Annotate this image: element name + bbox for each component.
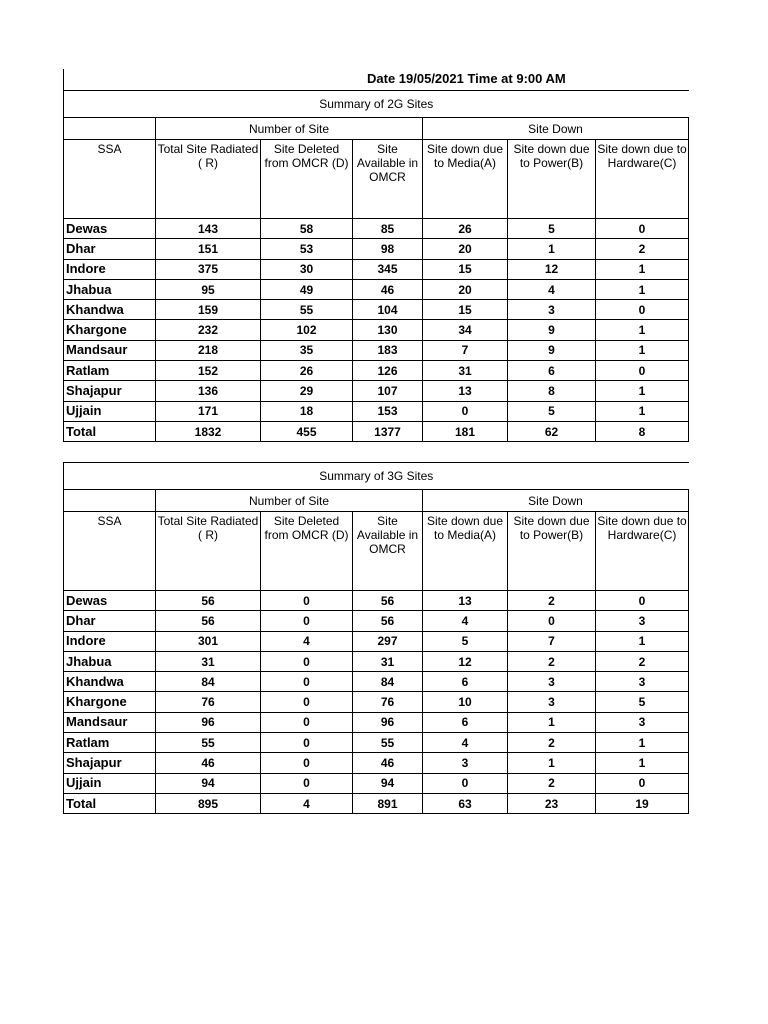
total-site-cell: 76 [156, 692, 261, 712]
report-date-time: Date 19/05/2021 Time at 9:00 AM [367, 71, 566, 86]
ssa-cell: Khandwa [64, 672, 156, 692]
down-power-cell: 3 [508, 300, 596, 320]
down-power-cell: 8 [508, 381, 596, 401]
site-deleted-cell: 55 [261, 300, 353, 320]
down-power-cell: 2 [508, 591, 596, 611]
site-deleted-cell: 0 [261, 651, 353, 671]
total-site-cell: 218 [156, 340, 261, 360]
table-row [64, 753, 689, 773]
site-deleted-cell: 35 [261, 340, 353, 360]
down-power-cell: 5 [508, 401, 596, 421]
number-of-site-header: Number of Site [156, 490, 423, 512]
site-available-cell: 891 [353, 793, 423, 813]
down-media-cell: 31 [423, 361, 508, 381]
down-hardware-cell: 1 [596, 753, 689, 773]
down-power-cell: 7 [508, 631, 596, 651]
down-power-cell: 1 [508, 753, 596, 773]
down-power-column-header: Site down due to Power(B) [508, 512, 596, 591]
ssa-cell: Khargone [64, 692, 156, 712]
down-media-cell: 5 [423, 631, 508, 651]
down-media-cell: 15 [423, 259, 508, 279]
site-deleted-cell: 0 [261, 672, 353, 692]
total-site-cell: 171 [156, 401, 261, 421]
table-row [64, 340, 689, 360]
site-deleted-column-header: Site Deleted from OMCR (D) [261, 140, 353, 219]
total-site-cell: 55 [156, 733, 261, 753]
total-site-cell: 56 [156, 591, 261, 611]
total-site-cell: 136 [156, 381, 261, 401]
table-row [64, 631, 689, 651]
summary-2g-title: Summary of 2G Sites [64, 91, 689, 118]
left-border-line [63, 69, 64, 91]
down-hardware-cell: 1 [596, 340, 689, 360]
total-site-cell: 375 [156, 259, 261, 279]
down-power-cell: 9 [508, 340, 596, 360]
site-available-cell: 98 [353, 239, 423, 259]
ssa-cell: Total [64, 421, 156, 441]
ssa-cell: Indore [64, 631, 156, 651]
site-available-cell: 153 [353, 401, 423, 421]
ssa-cell: Ratlam [64, 733, 156, 753]
table-row [64, 381, 689, 401]
site-available-cell: 84 [353, 672, 423, 692]
down-hardware-cell: 1 [596, 631, 689, 651]
down-hardware-cell: 3 [596, 712, 689, 732]
down-power-cell: 0 [508, 611, 596, 631]
number-of-site-header: Number of Site [156, 118, 423, 140]
table-row [64, 692, 689, 712]
ssa-cell: Ujjain [64, 401, 156, 421]
table-row [64, 300, 689, 320]
site-available-cell: 76 [353, 692, 423, 712]
site-deleted-cell: 18 [261, 401, 353, 421]
down-media-cell: 6 [423, 712, 508, 732]
site-deleted-cell: 4 [261, 631, 353, 651]
site-available-cell: 94 [353, 773, 423, 793]
down-media-cell: 0 [423, 401, 508, 421]
total-site-cell: 301 [156, 631, 261, 651]
down-power-cell: 23 [508, 793, 596, 813]
total-site-cell: 31 [156, 651, 261, 671]
ssa-cell: Khandwa [64, 300, 156, 320]
down-hardware-column-header: Site down due to Hardware(C) [596, 140, 689, 219]
site-available-cell: 107 [353, 381, 423, 401]
down-hardware-cell: 0 [596, 219, 689, 239]
site-deleted-cell: 102 [261, 320, 353, 340]
table-row [64, 219, 689, 239]
down-hardware-cell: 5 [596, 692, 689, 712]
ssa-cell: Ratlam [64, 361, 156, 381]
site-deleted-cell: 0 [261, 712, 353, 732]
ssa-cell: Khargone [64, 320, 156, 340]
table-row [64, 591, 689, 611]
site-deleted-cell: 0 [261, 773, 353, 793]
ssa-cell: Mandsaur [64, 340, 156, 360]
table-row [64, 361, 689, 381]
ssa-cell: Shajapur [64, 753, 156, 773]
down-power-cell: 2 [508, 733, 596, 753]
table-row [64, 239, 689, 259]
site-deleted-cell: 455 [261, 421, 353, 441]
down-hardware-cell: 1 [596, 320, 689, 340]
total-site-cell: 96 [156, 712, 261, 732]
down-media-cell: 26 [423, 219, 508, 239]
summary-3g-title: Summary of 3G Sites [64, 463, 689, 490]
down-media-cell: 63 [423, 793, 508, 813]
total-site-cell: 151 [156, 239, 261, 259]
ssa-group-blank [64, 118, 156, 140]
site-deleted-column-header: Site Deleted from OMCR (D) [261, 512, 353, 591]
down-power-cell: 4 [508, 279, 596, 299]
site-deleted-cell: 29 [261, 381, 353, 401]
down-hardware-cell: 3 [596, 672, 689, 692]
ssa-cell: Ujjain [64, 773, 156, 793]
down-media-cell: 10 [423, 692, 508, 712]
down-power-cell: 9 [508, 320, 596, 340]
ssa-cell: Dhar [64, 611, 156, 631]
total-site-cell: 159 [156, 300, 261, 320]
site-available-cell: 56 [353, 591, 423, 611]
down-power-cell: 2 [508, 773, 596, 793]
down-media-cell: 0 [423, 773, 508, 793]
site-deleted-cell: 0 [261, 591, 353, 611]
down-media-cell: 4 [423, 611, 508, 631]
down-power-column-header: Site down due to Power(B) [508, 140, 596, 219]
down-media-cell: 34 [423, 320, 508, 340]
down-media-column-header: Site down due to Media(A) [423, 512, 508, 591]
table-row [64, 259, 689, 279]
down-hardware-cell: 0 [596, 773, 689, 793]
site-available-column-header: Site Available in OMCR [353, 140, 423, 219]
ssa-column-header: SSA [64, 140, 156, 219]
down-media-cell: 20 [423, 239, 508, 259]
site-available-cell: 56 [353, 611, 423, 631]
down-media-cell: 15 [423, 300, 508, 320]
site-available-cell: 46 [353, 279, 423, 299]
down-power-cell: 5 [508, 219, 596, 239]
site-available-cell: 96 [353, 712, 423, 732]
down-hardware-cell: 0 [596, 300, 689, 320]
ssa-cell: Dewas [64, 219, 156, 239]
down-power-cell: 2 [508, 651, 596, 671]
ssa-cell: Dhar [64, 239, 156, 259]
down-media-cell: 4 [423, 733, 508, 753]
down-media-column-header: Site down due to Media(A) [423, 140, 508, 219]
down-hardware-cell: 1 [596, 279, 689, 299]
total-site-cell: 84 [156, 672, 261, 692]
down-media-cell: 6 [423, 672, 508, 692]
ssa-cell: Mandsaur [64, 712, 156, 732]
down-media-cell: 7 [423, 340, 508, 360]
total-site-cell: 56 [156, 611, 261, 631]
ssa-cell: Total [64, 793, 156, 813]
site-available-cell: 55 [353, 733, 423, 753]
down-hardware-cell: 0 [596, 361, 689, 381]
site-available-cell: 46 [353, 753, 423, 773]
site-deleted-cell: 4 [261, 793, 353, 813]
total-row [64, 793, 689, 813]
down-hardware-cell: 19 [596, 793, 689, 813]
table-row [64, 401, 689, 421]
total-site-column-header: Total Site Radiated ( R) [156, 140, 261, 219]
site-down-header: Site Down [423, 118, 689, 140]
down-power-cell: 12 [508, 259, 596, 279]
site-available-cell: 104 [353, 300, 423, 320]
site-available-cell: 130 [353, 320, 423, 340]
down-hardware-cell: 1 [596, 733, 689, 753]
down-media-cell: 13 [423, 591, 508, 611]
site-available-cell: 1377 [353, 421, 423, 441]
total-site-cell: 1832 [156, 421, 261, 441]
down-hardware-cell: 1 [596, 381, 689, 401]
down-media-cell: 181 [423, 421, 508, 441]
ssa-cell: Shajapur [64, 381, 156, 401]
table-row [64, 320, 689, 340]
total-site-cell: 94 [156, 773, 261, 793]
ssa-cell: Indore [64, 259, 156, 279]
site-deleted-cell: 53 [261, 239, 353, 259]
down-hardware-cell: 1 [596, 401, 689, 421]
down-power-cell: 6 [508, 361, 596, 381]
ssa-cell: Jhabua [64, 651, 156, 671]
site-deleted-cell: 30 [261, 259, 353, 279]
down-media-cell: 13 [423, 381, 508, 401]
down-hardware-cell: 8 [596, 421, 689, 441]
total-site-cell: 232 [156, 320, 261, 340]
table-row [64, 651, 689, 671]
down-hardware-cell: 3 [596, 611, 689, 631]
table-row [64, 773, 689, 793]
total-site-cell: 95 [156, 279, 261, 299]
site-available-cell: 297 [353, 631, 423, 651]
down-hardware-cell: 0 [596, 591, 689, 611]
down-hardware-cell: 1 [596, 259, 689, 279]
site-deleted-cell: 0 [261, 733, 353, 753]
total-site-cell: 895 [156, 793, 261, 813]
down-power-cell: 3 [508, 692, 596, 712]
site-deleted-cell: 0 [261, 692, 353, 712]
down-media-cell: 20 [423, 279, 508, 299]
ssa-cell: Jhabua [64, 279, 156, 299]
site-deleted-cell: 0 [261, 753, 353, 773]
site-available-cell: 31 [353, 651, 423, 671]
table-row [64, 712, 689, 732]
summary-2g-table [63, 90, 689, 442]
site-deleted-cell: 58 [261, 219, 353, 239]
down-hardware-cell: 2 [596, 239, 689, 259]
total-site-column-header: Total Site Radiated ( R) [156, 512, 261, 591]
site-down-header: Site Down [423, 490, 689, 512]
table-row [64, 279, 689, 299]
total-site-cell: 152 [156, 361, 261, 381]
down-hardware-cell: 2 [596, 651, 689, 671]
site-available-column-header: Site Available in OMCR [353, 512, 423, 591]
site-deleted-cell: 26 [261, 361, 353, 381]
ssa-group-blank [64, 490, 156, 512]
total-row [64, 421, 689, 441]
down-hardware-column-header: Site down due to Hardware(C) [596, 512, 689, 591]
site-available-cell: 345 [353, 259, 423, 279]
total-site-cell: 46 [156, 753, 261, 773]
down-media-cell: 12 [423, 651, 508, 671]
table-row [64, 733, 689, 753]
site-available-cell: 126 [353, 361, 423, 381]
table-row [64, 611, 689, 631]
summary-3g-table [63, 462, 689, 814]
ssa-column-header: SSA [64, 512, 156, 591]
site-available-cell: 85 [353, 219, 423, 239]
total-site-cell: 143 [156, 219, 261, 239]
site-deleted-cell: 49 [261, 279, 353, 299]
table-row [64, 672, 689, 692]
down-power-cell: 1 [508, 712, 596, 732]
down-power-cell: 1 [508, 239, 596, 259]
down-media-cell: 3 [423, 753, 508, 773]
down-power-cell: 62 [508, 421, 596, 441]
ssa-cell: Dewas [64, 591, 156, 611]
site-available-cell: 183 [353, 340, 423, 360]
down-power-cell: 3 [508, 672, 596, 692]
site-deleted-cell: 0 [261, 611, 353, 631]
